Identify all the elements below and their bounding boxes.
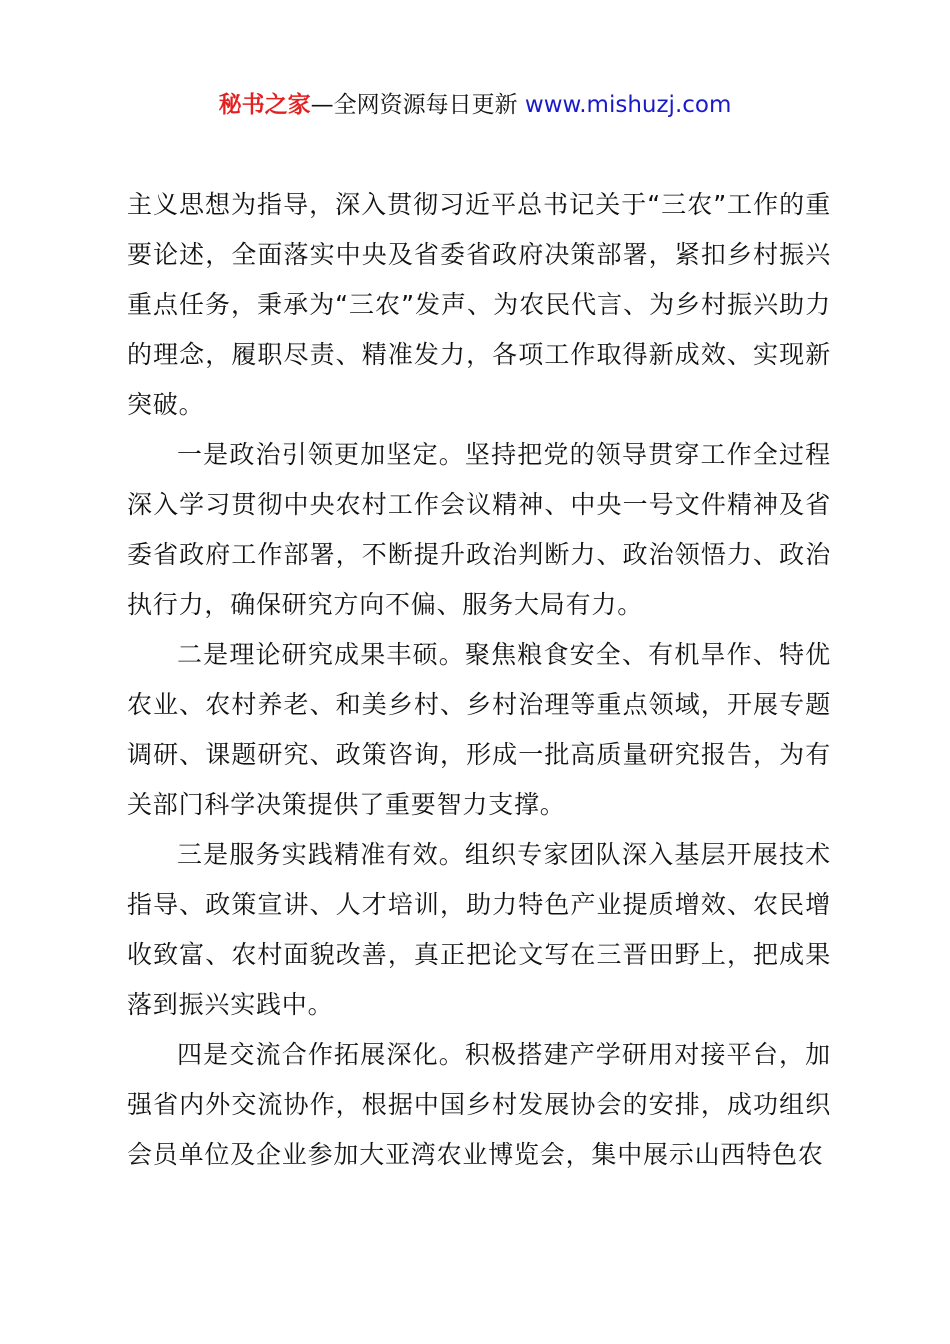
- paragraph-exchange-cooperation: 四是交流合作拓展深化。积极搭建产学研用对接平台，加强省内外交流协作，根据中国乡村发展协会的安排，成功组织会员单位及企业参加大亚湾农业博览会，集中展示山西特色农: [127, 1040, 831, 1169]
- brand-name: 秘书之家: [218, 92, 311, 118]
- paragraph-service-practice: 三是服务实践精准有效。组织专家团队深入基层开展技术指导、政策宣讲、人才培训，助力特色产业提质增效、农民增收致富、农村面貌改善，真正把论文写在三晋田野上，把成果落到振兴实践中。: [127, 840, 831, 1019]
- page-header: [0, 88, 950, 122]
- paragraph-intro: 主义思想为指导，深入贯彻习近平总书记关于“三农”工作的重要论述，全面落实中央及省委省政府决策部署，紧扣乡村振兴重点任务，秉承为“三农”发声、为农民代言、为乡村振兴助力的理念，履职尽责、精准发力，各项工作取得新成效、实现新突破。: [127, 190, 831, 419]
- website-link[interactable]: www.mishuzj.com: [524, 92, 732, 118]
- document-body: [127, 180, 831, 1180]
- paragraph-theory-research: 二是理论研究成果丰硕。聚焦粮食安全、有机旱作、特优农业、农村养老、和美乡村、乡村治理等重点领域，开展专题调研、课题研究、政策咨询，形成一批高质量研究报告，为有关部门科学决策提供了重要智力支撑。: [127, 640, 831, 819]
- header-tagline: —全网资源每日更新: [310, 92, 525, 118]
- paragraph-political-guidance: 一是政治引领更加坚定。坚持把党的领导贯穿工作全过程深入学习贯彻中央农村工作会议精神、中央一号文件精神及省委省政府工作部署，不断提升政治判断力、政治领悟力、政治执行力，确保研究方向不偏、服务大局有力。: [127, 440, 831, 619]
